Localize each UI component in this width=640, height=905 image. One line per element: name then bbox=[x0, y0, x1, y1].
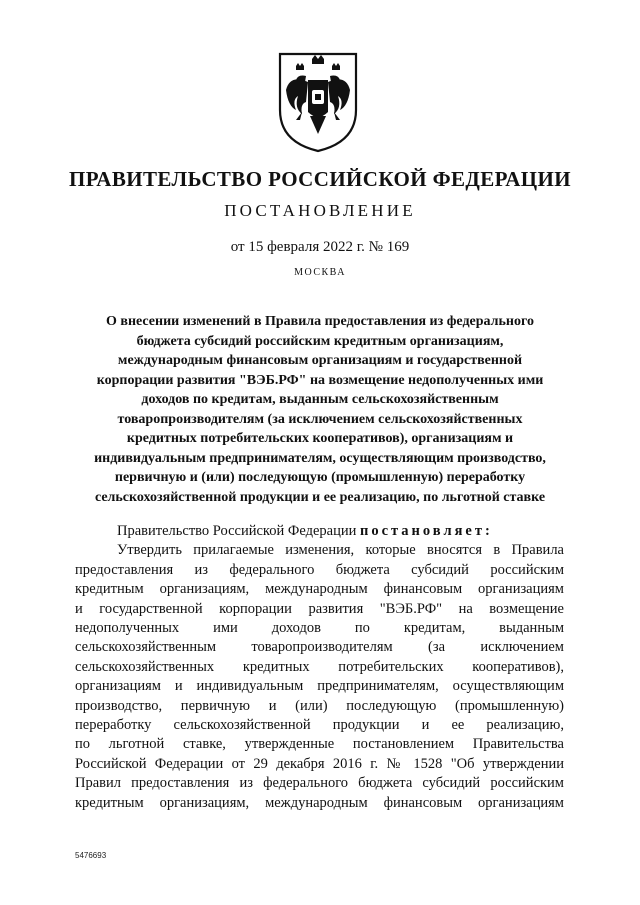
preamble-text: Правительство Российской Федерации bbox=[117, 523, 360, 539]
subject-line: корпорации развития "ВЭБ.РФ" на возмещение недополученных ими bbox=[96, 372, 544, 388]
subject-line: сельскохозяйственной продукции и ее реализацию, по льготной ставке bbox=[94, 489, 546, 505]
body-line: недополученных ими доходов по кредитам, выданным bbox=[75, 620, 564, 637]
body-line: кредитным организациям, международным финансовым организациям bbox=[75, 581, 564, 598]
subject-line: доходов по кредитам, выданным сельскохозяйственным bbox=[141, 392, 499, 407]
subject-line: индивидуальным предпринимателям, осуществляющим производство, bbox=[94, 450, 546, 466]
preamble-verb: постановляет: bbox=[359, 523, 493, 539]
body-line: Российской Федерации от 29 декабря 2016 г. № 1528 "Об утверждении bbox=[75, 755, 564, 772]
date-and-number: от 15 февраля 2022 г. № 169 bbox=[230, 239, 410, 255]
body-line: по льготной ставке, утвержденные постановлением Правительства bbox=[75, 736, 564, 753]
russian-coat-of-arms-icon bbox=[272, 50, 364, 154]
body-line: Утвердить прилагаемые изменения, которые вносятся в Правила bbox=[117, 542, 564, 559]
body-line: сельскохозяйственным товаропроизводителям (за исключением bbox=[75, 639, 564, 656]
subject-line: кредитных потребительских кооперативов), организациям и bbox=[126, 431, 514, 446]
body-line: предоставления из федерального бюджета субсидий российским bbox=[75, 561, 564, 578]
body-line: Правил предоставления из федерального бюджета субсидий российским bbox=[75, 775, 564, 792]
body-line: производство, первичную и (или) последующую (промышленную) bbox=[75, 697, 564, 714]
subject-line: товаропроизводителям (за исключением сельскохозяйственных bbox=[117, 411, 523, 427]
government-title: ПРАВИТЕЛЬСТВО РОССИЙСКОЙ ФЕДЕРАЦИИ bbox=[69, 167, 571, 191]
document-code: 5476693 bbox=[75, 851, 107, 860]
decree-subject bbox=[70, 312, 570, 507]
body-line: и государственной корпорации развития "ВЭБ.РФ" на возмещение bbox=[75, 600, 564, 617]
subject-line: первичную и (или) последующую (промышленную) переработку bbox=[114, 470, 526, 485]
city: МОСКВА bbox=[294, 267, 346, 278]
body-line: переработку сельскохозяйственной продукции и ее реализацию, bbox=[75, 717, 564, 734]
preamble bbox=[75, 522, 564, 541]
body-line: сельскохозяйственных кредитных потребительских кооперативов), bbox=[75, 658, 564, 675]
body-line: кредитным организациям, международным финансовым организациям bbox=[75, 794, 564, 811]
document-type: ПОСТАНОВЛЕНИЕ bbox=[224, 201, 416, 220]
subject-line: бюджета субсидий российским кредитным организациям, bbox=[136, 333, 504, 349]
subject-line: О внесении изменений в Правила предоставления из федерального bbox=[106, 314, 534, 329]
subject-line: международным финансовым организациям и государственной bbox=[117, 353, 523, 368]
decree-body bbox=[75, 522, 564, 813]
body-line: организациям и индивидуальным предпринимателям, осуществляющим bbox=[75, 678, 564, 695]
